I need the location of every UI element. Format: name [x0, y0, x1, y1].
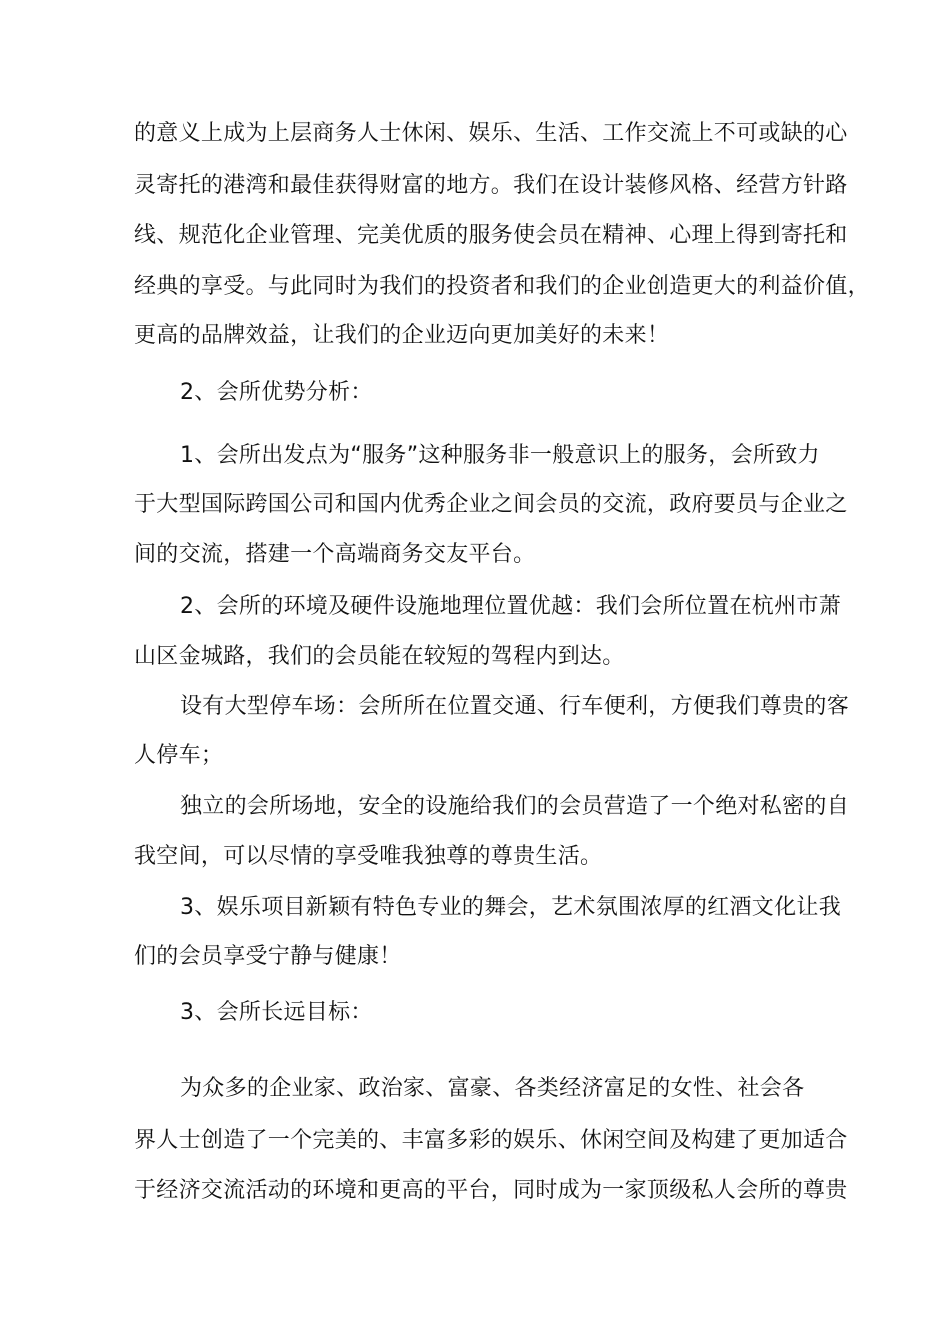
paragraph-line: 2、会所的环境及硬件设施地理位置优越：我们会所位置在杭州市萧	[180, 594, 841, 619]
paragraph-line: 独立的会所场地，安全的设施给我们的会员营造了一个绝对私密的自	[180, 794, 850, 819]
paragraph-line: 线、规范化企业管理、完美优质的服务使会员在精神、心理上得到寄托和	[134, 223, 848, 248]
paragraph-line: 界人士创造了一个完美的、丰富多彩的娱乐、休闲空间及构建了更加适合	[134, 1128, 848, 1153]
paragraph-line: 经典的享受。与此同时为我们的投资者和我们的企业创造更大的利益价值，	[134, 274, 870, 299]
paragraph-line: 山区金城路，我们的会员能在较短的驾程内到达。	[134, 644, 625, 669]
paragraph-line: 我空间，可以尽情的享受唯我独尊的尊贵生活。	[134, 844, 603, 869]
paragraph-line: 人停车；	[134, 743, 224, 768]
section-heading: 2、会所优势分析：	[180, 380, 373, 405]
paragraph-line: 更高的品牌效益，让我们的企业迈向更加美好的未来！	[134, 323, 670, 348]
paragraph-line: 于大型国际跨国公司和国内优秀企业之间会员的交流，政府要员与企业之	[134, 492, 848, 517]
section-heading: 3、会所长远目标：	[180, 1000, 373, 1025]
paragraph-line: 灵寄托的港湾和最佳获得财富的地方。我们在设计装修风格、经营方针路	[134, 173, 848, 198]
paragraph-line: 设有大型停车场：会所所在位置交通、行车便利，方便我们尊贵的客	[180, 694, 850, 719]
paragraph-line: 间的交流，搭建一个高端商务交友平台。	[134, 542, 536, 567]
paragraph-line: 1、会所出发点为“服务”这种服务非一般意识上的服务，会所致力	[180, 443, 820, 468]
paragraph-line: 于经济交流活动的环境和更高的平台，同时成为一家顶级私人会所的尊贵	[134, 1178, 848, 1203]
paragraph-line: 为众多的企业家、政治家、富豪、各类经济富足的女性、社会各	[180, 1076, 805, 1101]
paragraph-line: 们的会员享受宁静与健康！	[134, 944, 402, 969]
paragraph-line: 的意义上成为上层商务人士休闲、娱乐、生活、工作交流上不可或缺的心	[134, 121, 848, 146]
paragraph-line: 3、娱乐项目新颖有特色专业的舞会，艺术氛围浓厚的红酒文化让我	[180, 895, 841, 920]
